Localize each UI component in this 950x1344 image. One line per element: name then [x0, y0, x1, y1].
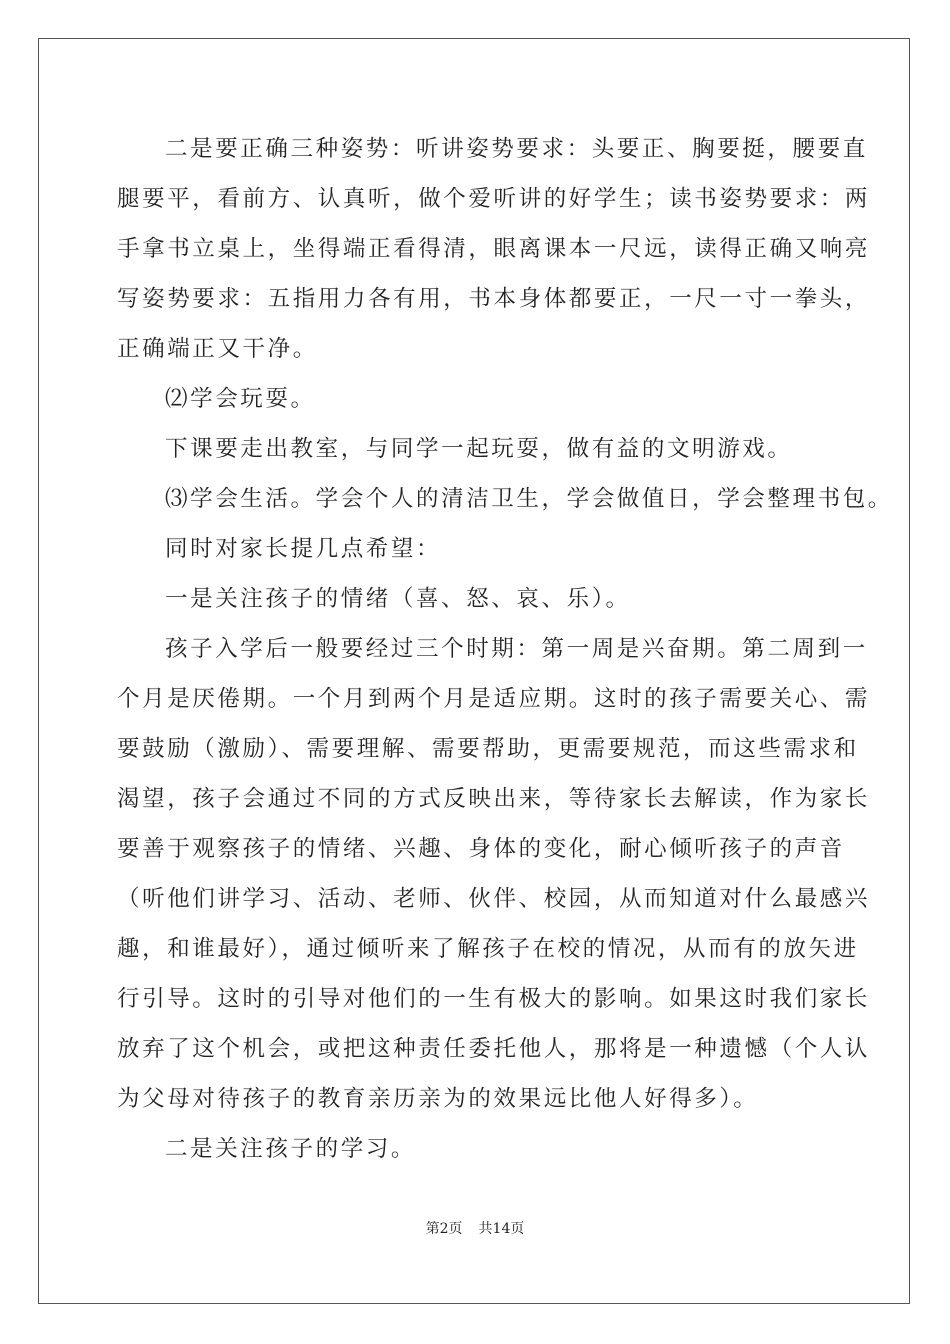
paragraph-line: 写姿势要求：五指用力各有用，书本身体都要正，一尺一寸一拳头，	[117, 286, 871, 312]
page-footer	[0, 1218, 950, 1238]
paragraph-line: 个月是厌倦期。一个月到两个月是适应期。这时的孩子需要关心、需	[117, 686, 871, 712]
page-number: 第2页	[425, 1221, 463, 1237]
paragraph-line: 孩子入学后一般要经过三个时期：第一周是兴奋期。第二周到一	[165, 636, 868, 662]
paragraph-line: 为父母对待孩子的教育亲历亲为的效果远比他人好得多）。	[117, 1086, 759, 1112]
paragraph-line: 行引导。这时的引导对他们的一生有极大的影响。如果这时我们家长	[117, 986, 871, 1012]
paragraph-line: 二是关注孩子的学习。	[165, 1136, 417, 1162]
paragraph-line: 一是关注孩子的情绪（喜、怒、哀、乐）。	[165, 586, 631, 612]
paragraph-line: 手拿书立桌上，坐得端正看得清，眼离课本一尺远，读得正确又响亮	[117, 236, 871, 262]
paragraph-line: 下课要走出教室，与同学一起玩耍，做有益的文明游戏。	[165, 436, 793, 462]
paragraph-line: 二是要正确三种姿势：听讲姿势要求：头要正、胸要挺，腰要直	[165, 136, 868, 162]
paragraph-line: 要鼓励（激励）、需要理解、需要帮助，更需要规范，而这些需求和	[117, 736, 859, 762]
paragraph-line: ⑵学会玩耍。	[165, 386, 316, 412]
paragraph-line: 要善于观察孩子的情绪、兴趣、身体的变化，耐心倾听孩子的声音	[117, 836, 845, 862]
paragraph-line: 同时对家长提几点希望：	[165, 536, 442, 562]
paragraph-line: 渴望，孩子会通过不同的方式反映出来，等待家长去解读，作为家长	[117, 786, 871, 812]
paragraph-line: 腿要平，看前方、认真听，做个爱听讲的好学生；读书姿势要求：两	[117, 186, 871, 212]
page-total: 共14页	[478, 1221, 525, 1237]
paragraph-line: 正确端正又干净。	[117, 336, 318, 362]
paragraph-line: ⑶学会生活。学会个人的清洁卫生，学会做值日，学会整理书包。	[165, 486, 893, 512]
paragraph-line: （听他们讲学习、活动、老师、伙伴、校园，从而知道对什么最感兴	[117, 886, 871, 912]
paragraph-line: 放弃了这个机会，或把这种责任委托他人，那将是一种遗憾（个人认	[117, 1036, 871, 1062]
paragraph-line: 趣，和谁最好），通过倾听来了解孩子在校的情况，从而有的放矢进	[117, 936, 859, 962]
